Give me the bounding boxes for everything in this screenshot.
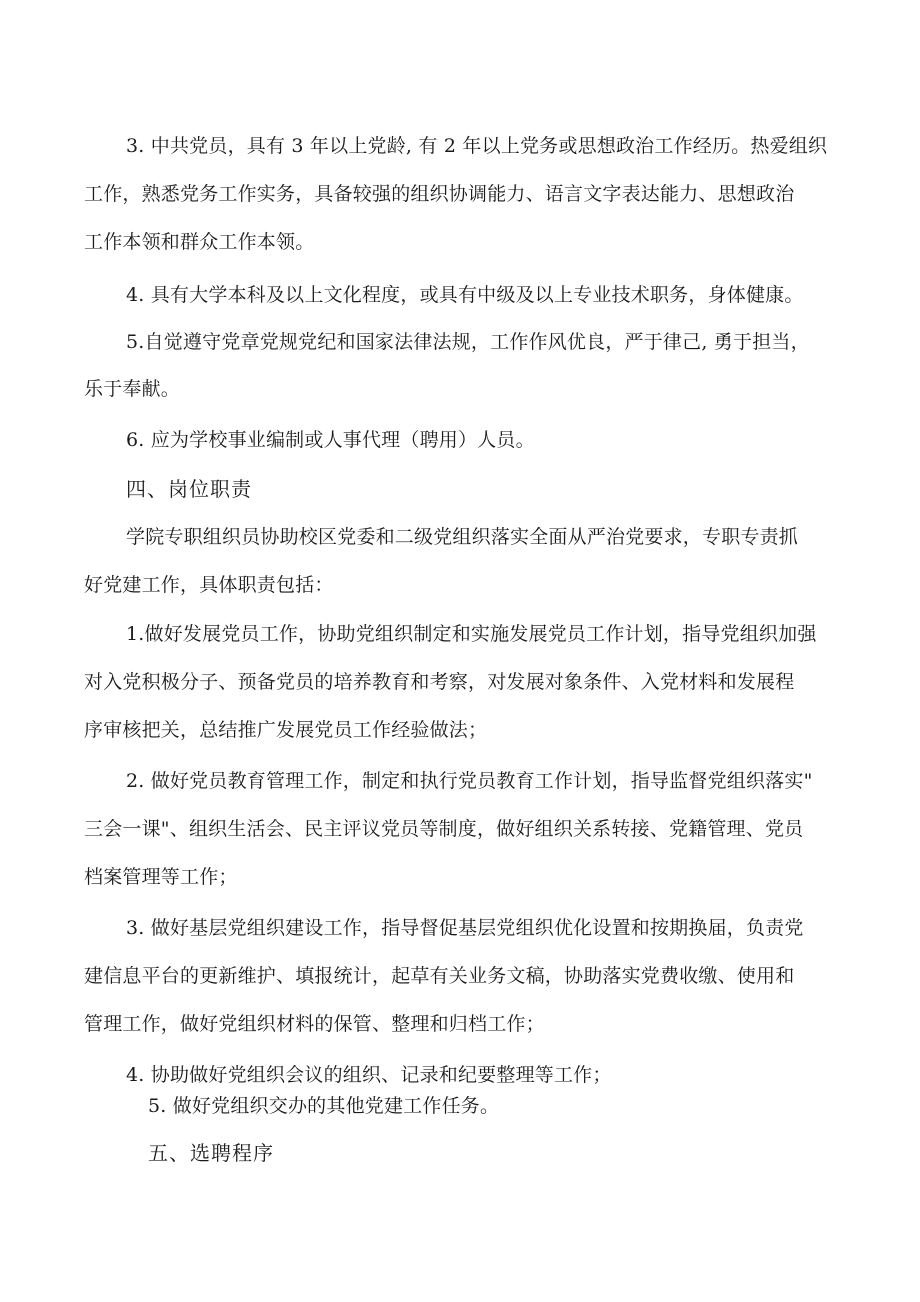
paragraph-line: 5.自觉遵守党章党规党纪和国家法律法规，工作作风优良，严于律己, 勇于担当， xyxy=(126,331,810,353)
paragraph-line: 1.做好发展党员工作，协助党组织制定和实施发展党员工作计划，指导党组织加强 xyxy=(126,623,817,645)
paragraph-line: 档案管理等工作； xyxy=(84,866,238,888)
paragraph-line: 管理工作，做好党组织材料的保管、整理和归档工作； xyxy=(84,1013,545,1035)
section-heading: 四、岗位职责 xyxy=(126,477,252,501)
paragraph-line: 好党建工作，具体职责包括： xyxy=(84,574,334,596)
paragraph-line: 学院专职组织员协助校区党委和二级党组织落实全面从严治党要求，专职专责抓 xyxy=(126,526,799,548)
paragraph-line: 乐于奉献。 xyxy=(84,378,181,400)
paragraph-line: 6. 应为学校事业编制或人事代理（聘用）人员。 xyxy=(126,429,535,451)
paragraph-line: 3. 中共党员，具有 3 年以上党龄, 有 2 年以上党务或思想政治工作经历。热爱组织 xyxy=(126,135,828,157)
paragraph-line: 三会一课"、组织生活会、民主评议党员等制度，做好组织关系转接、党籍管理、党员 xyxy=(84,818,804,840)
paragraph-line: 工作本领和群众工作本领。 xyxy=(84,231,315,253)
paragraph-line: 5. 做好党组织交办的其他党建工作任务。 xyxy=(148,1095,500,1117)
paragraph-line: 工作，熟悉党务工作实务，具备较强的组织协调能力、语言文字表达能力、思想政治 xyxy=(84,183,795,205)
paragraph-line: 2. 做好党员教育管理工作，制定和执行党员教育工作计划，指导监督党组织落实" xyxy=(126,770,813,792)
section-heading: 五、选聘程序 xyxy=(148,1141,274,1165)
paragraph-line: 3. 做好基层党组织建设工作，指导督促基层党组织优化设置和按期换届，负责党 xyxy=(126,917,804,939)
paragraph-line: 序审核把关，总结推广发展党员工作经验做法； xyxy=(84,719,488,741)
paragraph-line: 建信息平台的更新维护、填报统计，起草有关业务文稿，协助落实党费收缴、使用和 xyxy=(84,965,795,987)
paragraph-line: 4. 具有大学本科及以上文化程度，或具有中级及以上专业技术职务，身体健康。 xyxy=(126,284,804,306)
paragraph-line: 4. 协助做好党组织会议的组织、记录和纪要整理等工作； xyxy=(126,1064,612,1086)
paragraph-line: 对入党积极分子、预备党员的培养教育和考察，对发展对象条件、入党材料和发展程 xyxy=(84,671,795,693)
